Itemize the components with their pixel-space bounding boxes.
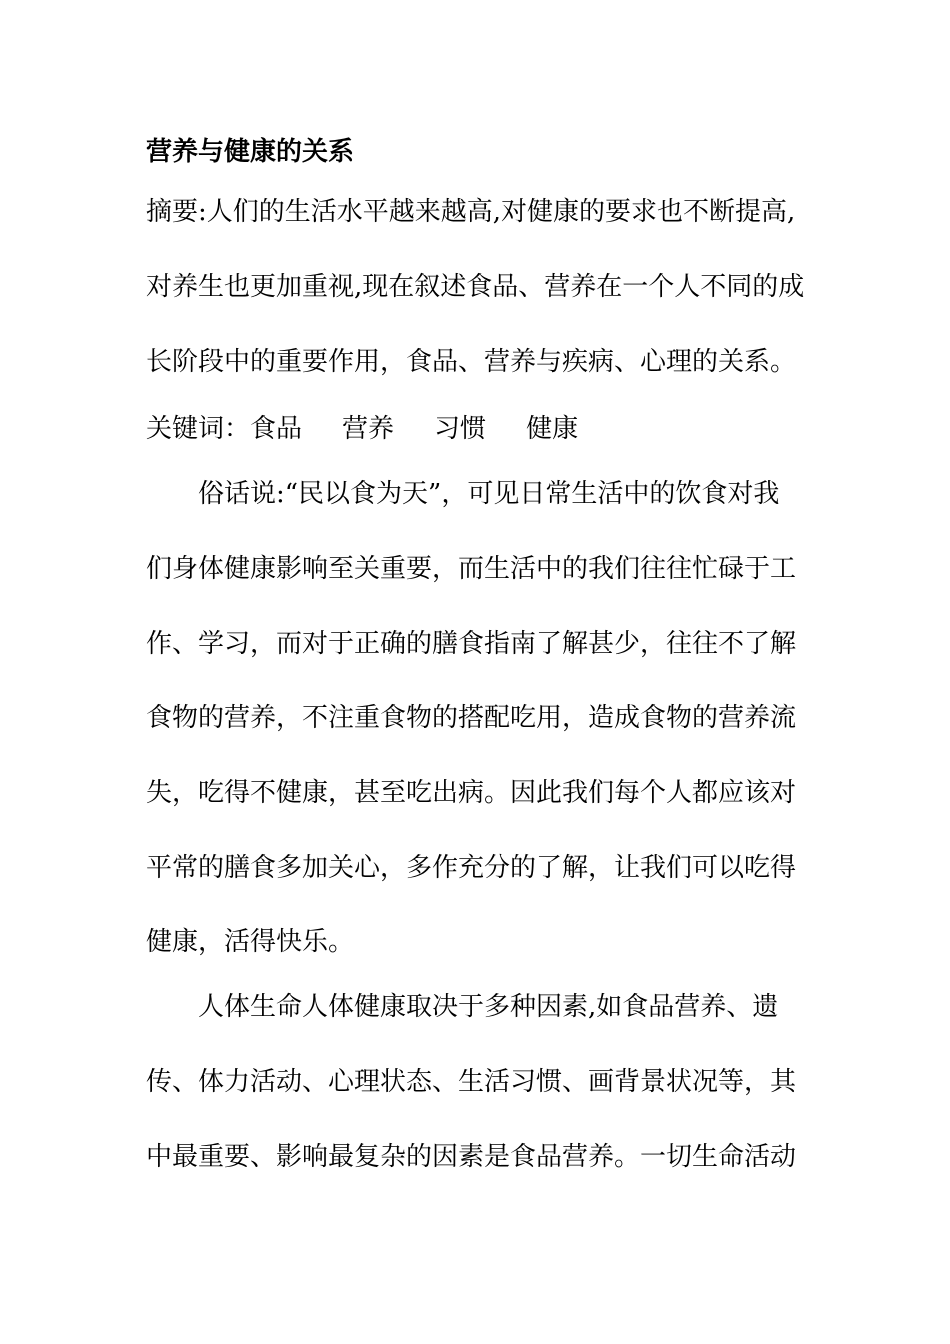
paragraph-line: 食物的营养，不注重食物的搭配吃用，造成食物的营养流 [146, 703, 797, 733]
keywords-row [146, 412, 618, 446]
keyword-item: 营养 [342, 414, 395, 444]
paragraph-line: 健康，活得快乐。 [146, 927, 355, 957]
paragraph-line: 作、学习，而对于正确的膳食指南了解甚少，往往不了解 [146, 629, 797, 659]
paragraph-line: 失，吃得不健康，甚至吃出病。因此我们每个人都应该对 [146, 778, 797, 808]
paragraph-line: 俗话说:“民以食为天”，可见日常生活中的饮食对我 [146, 479, 780, 509]
abstract-line: 长阶段中的重要作用，食品、营养与疾病、心理的关系。 [146, 347, 797, 377]
abstract-line: 对养生也更加重视,现在叙述食品、营养在一个人不同的成 [146, 272, 805, 302]
paragraph-line: 中最重要、影响最复杂的因素是食品营养。一切生命活动 [146, 1142, 797, 1172]
keyword-item: 健康 [526, 414, 579, 444]
paragraph-line: 传、体力活动、心理状态、生活习惯、画背景状况等，其 [146, 1067, 797, 1097]
document-title: 营养与健康的关系 [146, 137, 355, 167]
keyword-item: 习惯 [434, 414, 487, 444]
abstract-line: 摘要:人们的生活水平越来越高,对健康的要求也不断提高, [146, 197, 796, 227]
paragraph-line: 平常的膳食多加关心，多作充分的了解，让我们可以吃得 [146, 853, 797, 883]
paragraph-line: 人体生命人体健康取决于多种因素,如食品营养、遗 [146, 992, 779, 1022]
keyword-item: 食品 [250, 414, 303, 444]
keywords-label: 关键词： [146, 414, 251, 444]
paragraph-line: 们身体健康影响至关重要，而生活中的我们往往忙碌于工 [146, 554, 797, 584]
